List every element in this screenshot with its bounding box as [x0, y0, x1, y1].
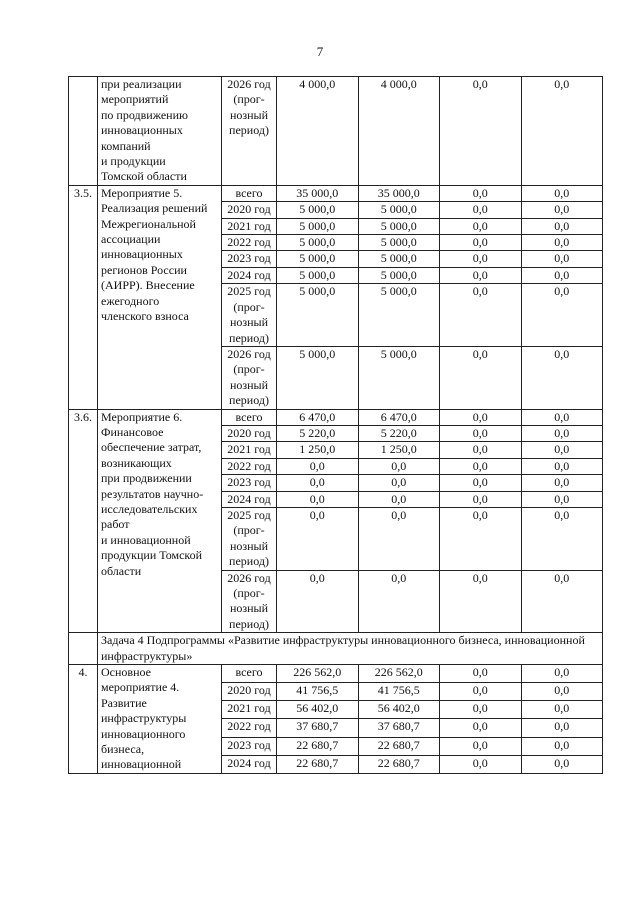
value-cell: 37 680,7 — [277, 719, 359, 737]
text-line: ежегодного — [101, 293, 160, 308]
value-cell: 0,0 — [440, 458, 522, 474]
text-line: (прог- — [233, 586, 265, 600]
value-cell: 1 250,0 — [277, 442, 359, 458]
text-line: 2021 год — [227, 701, 271, 716]
period-cell — [222, 491, 277, 507]
text-line: 2022 год — [227, 235, 271, 250]
period-cell — [222, 755, 277, 773]
text-line: Мероприятие 6. — [101, 409, 183, 424]
value-cell: 5 000,0 — [277, 267, 359, 283]
text-line: инновационных — [101, 247, 183, 262]
period-cell — [222, 737, 277, 755]
text-line: (прог- — [233, 92, 265, 107]
value-cell: 0,0 — [440, 202, 522, 218]
table-row — [69, 77, 603, 186]
table-row — [69, 409, 603, 425]
value-cell: 0,0 — [440, 701, 522, 719]
period-cell — [222, 218, 277, 234]
text-line: 2020 год — [227, 425, 271, 440]
text-line: нозный — [229, 315, 269, 330]
value-cell: 226 562,0 — [277, 665, 359, 683]
text-line: период) — [229, 393, 269, 408]
text-line: исследовательских — [101, 501, 198, 516]
value-cell: 0,0 — [440, 683, 522, 701]
value-cell: 0,0 — [521, 665, 603, 683]
budget-table-body — [69, 77, 603, 774]
text-line: результатов научно- — [101, 486, 204, 501]
period-cell — [222, 425, 277, 441]
activity-name-cell — [98, 77, 222, 186]
value-cell: 0,0 — [521, 491, 603, 507]
period-cell — [222, 475, 277, 491]
text-line: 2022 год — [227, 458, 271, 473]
value-cell: 5 000,0 — [277, 202, 359, 218]
text-line: 2023 год — [227, 737, 271, 752]
value-cell: 0,0 — [521, 409, 603, 425]
value-cell: 41 756,5 — [277, 683, 359, 701]
value-cell: 0,0 — [521, 185, 603, 201]
text-line: инновационного — [101, 726, 186, 741]
value-cell: 0,0 — [440, 185, 522, 201]
value-cell: 0,0 — [521, 570, 603, 633]
period-cell — [222, 267, 277, 283]
text-line: 2021 год — [227, 218, 271, 233]
table-row — [69, 185, 603, 201]
text-line: период) — [229, 554, 269, 569]
value-cell: 5 000,0 — [358, 202, 440, 218]
value-cell: 0,0 — [440, 507, 522, 570]
value-cell: 35 000,0 — [358, 185, 440, 201]
text-line: период) — [229, 616, 269, 631]
text-line: инновационной — [101, 757, 182, 772]
text-line: Развитие — [101, 695, 147, 710]
value-cell: 5 220,0 — [358, 425, 440, 441]
value-cell: 0,0 — [521, 719, 603, 737]
value-cell: 22 680,7 — [277, 737, 359, 755]
value-cell: 56 402,0 — [277, 701, 359, 719]
value-cell: 0,0 — [358, 570, 440, 633]
text-line: 2024 год — [227, 267, 271, 282]
text-line: обеспечение затрат, — [101, 440, 202, 455]
text-line: Мероприятие 5. — [101, 185, 183, 200]
activity-name-cell — [98, 409, 222, 633]
value-cell: 22 680,7 — [358, 755, 440, 773]
value-cell: 0,0 — [521, 218, 603, 234]
text-line: по продвижению — [101, 107, 188, 122]
text-line: нозный — [229, 601, 269, 616]
value-cell: 0,0 — [521, 475, 603, 491]
value-cell: 0,0 — [521, 77, 603, 186]
period-cell — [222, 251, 277, 267]
text-line: (прог- — [233, 523, 265, 538]
text-line: 2026 год — [227, 570, 271, 585]
value-cell: 0,0 — [440, 77, 522, 186]
period-cell — [222, 284, 277, 347]
value-cell: 56 402,0 — [358, 701, 440, 719]
task-row — [69, 633, 603, 665]
text-line: 2024 год — [227, 491, 271, 506]
period-cell — [222, 665, 277, 683]
value-cell: 0,0 — [440, 267, 522, 283]
value-cell: 0,0 — [521, 507, 603, 570]
value-cell: 0,0 — [277, 475, 359, 491]
text-line: 2024 год — [227, 755, 271, 770]
text-line: всего — [235, 185, 263, 200]
value-cell: 5 000,0 — [277, 251, 359, 267]
text-line: инновационных — [101, 123, 183, 138]
value-cell: 5 000,0 — [358, 218, 440, 234]
value-cell: 0,0 — [358, 458, 440, 474]
value-cell: 0,0 — [521, 701, 603, 719]
value-cell: 5 000,0 — [358, 251, 440, 267]
value-cell: 0,0 — [521, 235, 603, 251]
value-cell: 0,0 — [521, 284, 603, 347]
value-cell: 5 000,0 — [358, 267, 440, 283]
value-cell: 0,0 — [440, 755, 522, 773]
text-line: Межрегиональной — [101, 216, 196, 231]
value-cell: 5 000,0 — [277, 235, 359, 251]
value-cell: 0,0 — [440, 284, 522, 347]
value-cell: 0,0 — [521, 251, 603, 267]
value-cell: 4 000,0 — [358, 77, 440, 186]
value-cell: 5 000,0 — [277, 218, 359, 234]
value-cell: 0,0 — [277, 458, 359, 474]
budget-table — [68, 76, 603, 774]
value-cell: 6 470,0 — [358, 409, 440, 425]
row-number-cell: 3.5. — [69, 185, 98, 409]
period-cell — [222, 185, 277, 201]
row-number-cell — [69, 633, 98, 665]
value-cell: 5 000,0 — [358, 284, 440, 347]
period-cell — [222, 442, 277, 458]
value-cell: 0,0 — [521, 425, 603, 441]
row-number-cell: 3.6. — [69, 409, 98, 633]
value-cell: 5 000,0 — [277, 284, 359, 347]
value-cell: 0,0 — [440, 737, 522, 755]
value-cell: 0,0 — [440, 665, 522, 683]
period-cell — [222, 458, 277, 474]
value-cell: 0,0 — [440, 235, 522, 251]
text-line: бизнеса, — [101, 742, 145, 757]
table-row — [69, 665, 603, 683]
row-number-cell — [69, 77, 98, 186]
page-number: 7 — [316, 44, 324, 59]
period-cell — [222, 409, 277, 425]
value-cell: 6 470,0 — [277, 409, 359, 425]
text-line: период) — [229, 123, 269, 138]
text-line: нозный — [229, 107, 269, 122]
value-cell: 5 220,0 — [277, 425, 359, 441]
value-cell: 0,0 — [521, 755, 603, 773]
period-cell — [222, 701, 277, 719]
period-cell — [222, 570, 277, 633]
value-cell: 0,0 — [440, 442, 522, 458]
text-line: мероприятие 4. — [101, 680, 180, 695]
text-line: инфраструктуры — [101, 711, 187, 726]
period-cell — [222, 346, 277, 409]
task-heading-cell: Задача 4 Подпрограммы «Развитие инфраструктуры инновационного бизнеса, инновационной инфраструктуры» — [98, 633, 603, 665]
text-line: 2023 год — [227, 251, 271, 266]
value-cell: 0,0 — [277, 491, 359, 507]
activity-name-cell — [98, 185, 222, 409]
text-line: Основное — [101, 665, 151, 680]
text-line: период) — [229, 330, 269, 345]
text-line: всего — [235, 665, 263, 680]
text-line: (прог- — [233, 299, 265, 314]
value-cell: 0,0 — [358, 507, 440, 570]
text-line: 2025 год — [227, 507, 271, 522]
value-cell: 0,0 — [440, 409, 522, 425]
value-cell: 5 000,0 — [277, 346, 359, 409]
period-cell — [222, 507, 277, 570]
text-line: продукции Томской — [101, 548, 203, 563]
text-line: области — [101, 563, 142, 578]
text-line: 2020 год — [227, 202, 271, 217]
value-cell: 0,0 — [440, 719, 522, 737]
text-line: при продвижении — [101, 471, 192, 486]
text-line: всего — [235, 409, 263, 424]
value-cell: 0,0 — [521, 202, 603, 218]
text-line: 2026 год — [227, 346, 271, 361]
value-cell: 0,0 — [358, 491, 440, 507]
value-cell: 0,0 — [521, 683, 603, 701]
text-line: компаний — [101, 138, 151, 153]
period-cell — [222, 77, 277, 186]
text-line: работ — [101, 517, 130, 532]
text-line: 2022 год — [227, 719, 271, 734]
value-cell: 0,0 — [521, 346, 603, 409]
text-line: 2021 год — [227, 442, 271, 457]
value-cell: 0,0 — [440, 570, 522, 633]
text-line: и инновационной — [101, 532, 191, 547]
text-line: 2026 год — [227, 77, 271, 91]
value-cell: 22 680,7 — [277, 755, 359, 773]
value-cell: 0,0 — [277, 570, 359, 633]
value-cell: 35 000,0 — [277, 185, 359, 201]
value-cell: 0,0 — [440, 218, 522, 234]
text-line: возникающих — [101, 455, 172, 470]
text-line: Реализация решений — [101, 201, 208, 216]
period-cell — [222, 719, 277, 737]
text-line: при реализации — [101, 77, 182, 91]
value-cell: 0,0 — [440, 475, 522, 491]
text-line: 2020 год — [227, 683, 271, 698]
value-cell: 0,0 — [521, 737, 603, 755]
value-cell: 0,0 — [521, 442, 603, 458]
row-number-cell: 4. — [69, 665, 98, 774]
activity-name-cell — [98, 665, 222, 774]
value-cell: 0,0 — [440, 251, 522, 267]
value-cell: 226 562,0 — [358, 665, 440, 683]
value-cell: 0,0 — [521, 267, 603, 283]
text-line: и продукции — [101, 154, 166, 169]
text-line: нозный — [229, 538, 269, 553]
value-cell: 37 680,7 — [358, 719, 440, 737]
text-line: Финансовое — [101, 424, 164, 439]
value-cell: 0,0 — [277, 507, 359, 570]
text-line: ассоциации — [101, 232, 161, 247]
text-line: нозный — [229, 377, 269, 392]
text-line: (прог- — [233, 362, 265, 377]
value-cell: 5 000,0 — [358, 235, 440, 251]
text-line: Томской области — [101, 169, 187, 184]
value-cell: 1 250,0 — [358, 442, 440, 458]
text-line: членского взноса — [101, 309, 189, 324]
value-cell: 22 680,7 — [358, 737, 440, 755]
text-line: регионов России — [101, 262, 187, 277]
value-cell: 5 000,0 — [358, 346, 440, 409]
text-line: мероприятий — [101, 92, 169, 107]
text-line: 2023 год — [227, 475, 271, 490]
value-cell: 41 756,5 — [358, 683, 440, 701]
value-cell: 0,0 — [521, 458, 603, 474]
value-cell: 0,0 — [440, 346, 522, 409]
value-cell: 0,0 — [440, 491, 522, 507]
value-cell: 0,0 — [440, 425, 522, 441]
text-line: (АИРР). Внесение — [101, 278, 195, 293]
value-cell: 4 000,0 — [277, 77, 359, 186]
period-cell — [222, 683, 277, 701]
period-cell — [222, 235, 277, 251]
period-cell — [222, 202, 277, 218]
value-cell: 0,0 — [358, 475, 440, 491]
text-line: 2025 год — [227, 284, 271, 299]
